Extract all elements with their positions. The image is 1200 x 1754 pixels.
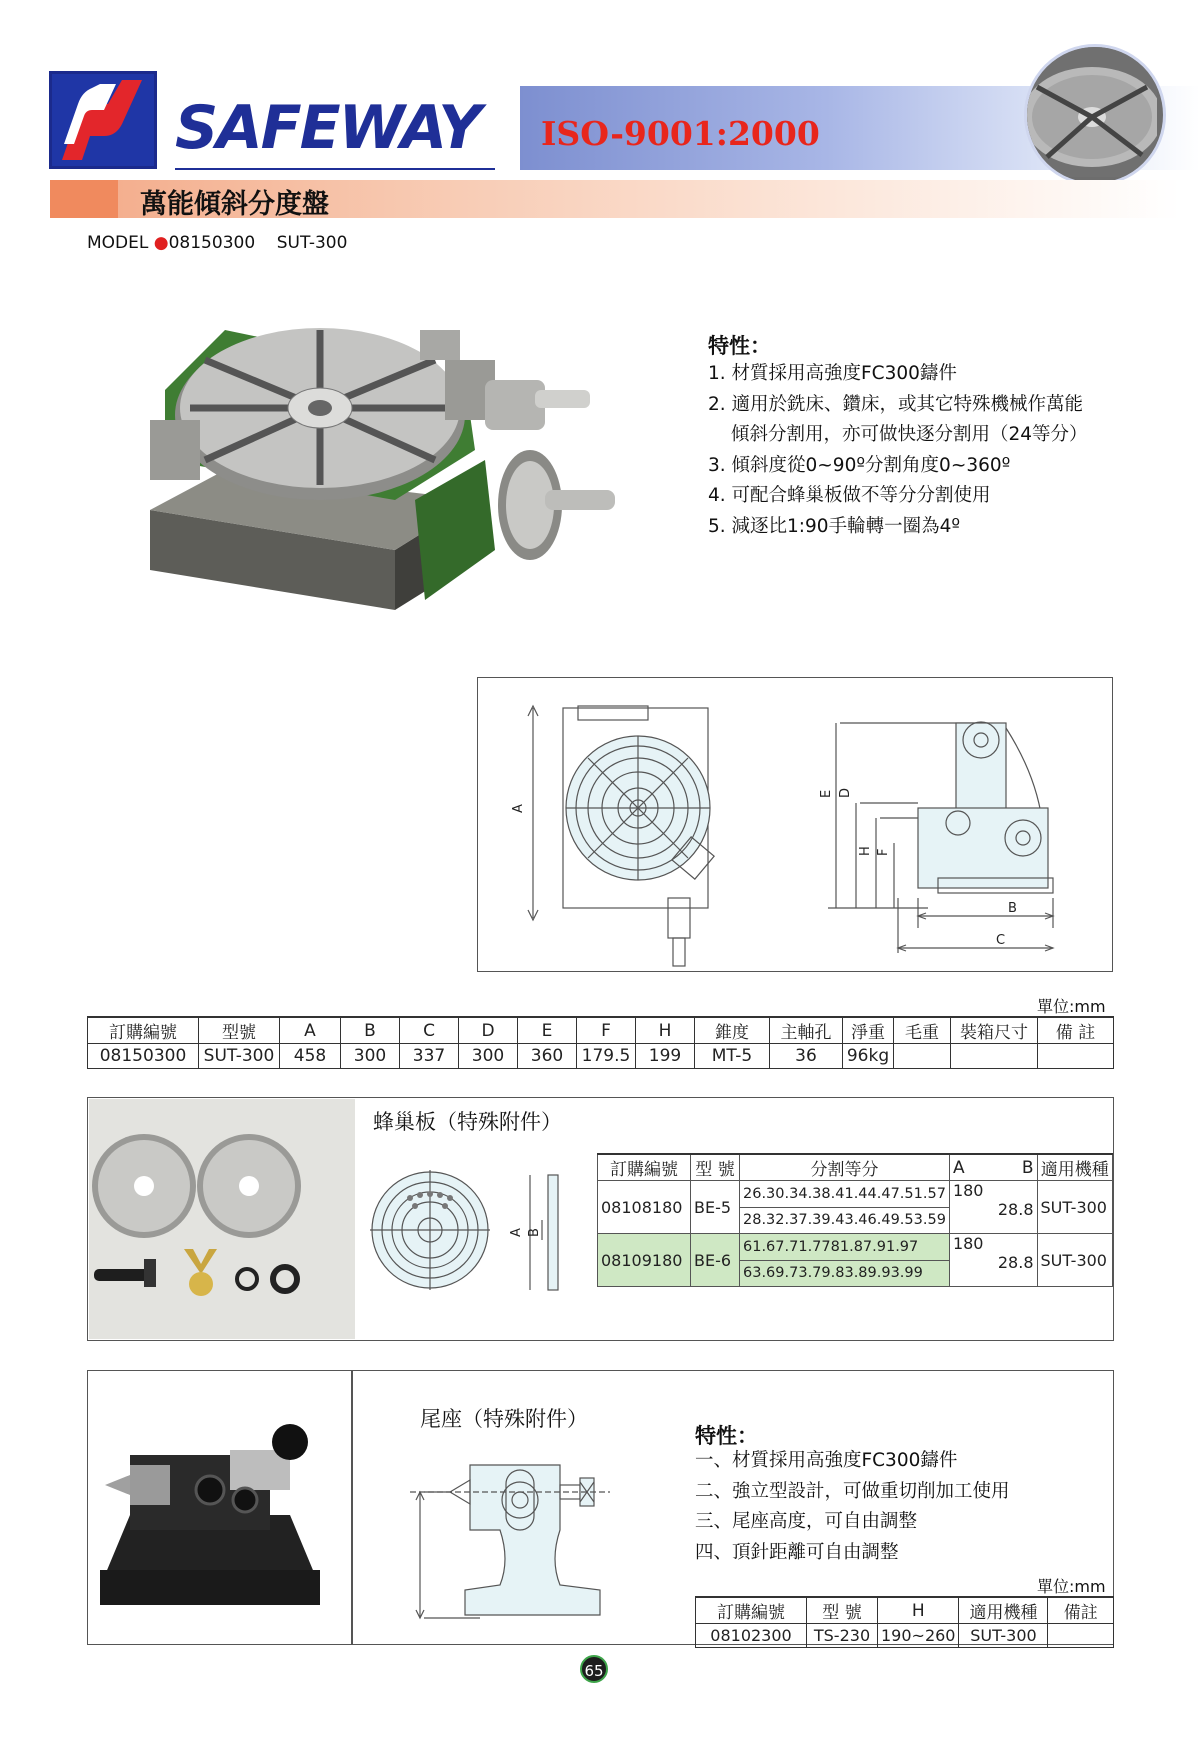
technical-drawing [477,677,1113,972]
spec-cell: 300 [341,1044,400,1069]
spec-col-header: E [518,1017,577,1044]
model-line [87,233,347,253]
technical-drawing-svg [478,678,1111,970]
be-cell: 28.8 [997,1200,1034,1219]
be-cell: 180 [952,1181,984,1200]
model-label: MODEL [87,233,149,253]
model-code: 08150300 [168,233,256,253]
spec-col-header: C [400,1017,459,1044]
be-header-row [598,1154,1113,1181]
tailstock-features-list [695,1446,1010,1568]
spec-col-header: 淨重 [843,1017,894,1044]
tailstock-image [100,1420,330,1610]
tailstock-table [695,1596,1114,1648]
spec-header-row [88,1017,1114,1044]
brand-underline [175,168,495,170]
rotary-table-thumbnail [1024,44,1166,186]
spec-cell: 96kg [843,1044,894,1069]
be-col-header: 分割等分 [740,1154,950,1181]
safeway-logo-mark [52,74,154,166]
spec-cell: 458 [280,1044,341,1069]
spec-cell: 08150300 [88,1044,199,1069]
table-row [88,1044,1114,1069]
ts-cell [1048,1624,1114,1648]
spec-col-header: A [280,1017,341,1044]
feature-item: 傾斜分割用，亦可做快逐分割用（24等分） [731,424,1088,445]
be-cell: 180 [952,1234,984,1253]
ts-cell: SUT-300 [959,1624,1048,1648]
product-title: 萬能傾斜分度盤 [140,189,329,220]
index-plate-table [597,1153,1113,1287]
spec-cell: 300 [459,1044,518,1069]
spec-cell: 199 [636,1044,695,1069]
spec-col-header: F [577,1017,636,1044]
tailstock-feature-item: 二、強立型設計，可做重切削加工使用 [695,1480,1010,1502]
feature-item: 4. 可配合蜂巢板做不等分分割使用 [708,485,991,506]
spec-cell [1038,1044,1114,1069]
dim-label-a: A [511,804,526,813]
safeway-logo [49,71,157,169]
tailstock-divider [351,1371,353,1644]
ts-col-header: 型 號 [807,1597,878,1624]
tailstock-features-title: 特性： [695,1424,758,1448]
spec-cell: 360 [518,1044,577,1069]
spec-col-header: 備 註 [1038,1017,1114,1044]
be-cell: 08108180 [598,1181,691,1234]
model-name: SUT-300 [276,233,348,253]
brand-name: SAFEWAY [175,93,480,163]
spec-col-header: 毛重 [894,1017,951,1044]
product-photo [145,320,665,620]
index-plate-drawing [370,1170,590,1305]
tailstock-drawing-svg [410,1450,625,1630]
be-cell: BE-5 [691,1181,740,1234]
be-col-header: A [952,1157,965,1178]
tailstock-feature-item: 一、材質採用高強度FC300鑄件 [695,1450,958,1471]
table-row [598,1181,1113,1208]
index-plate-drawing-svg [370,1170,590,1305]
features-list [708,359,1088,542]
be-cell: 63.69.73.79.83.89.93.99 [740,1260,950,1287]
accessory-title: 蜂巢板（特殊附件） [373,1110,562,1134]
rotary-table-illustration [145,320,665,620]
tailstock-feature-item: 四、頂針距離可自由調整 [695,1541,899,1563]
be-col-header: 適用機種 [1037,1154,1113,1181]
dim-label-b: B [1008,901,1017,916]
spec-col-header: H [636,1017,695,1044]
spec-col-header: 錐度 [695,1017,770,1044]
model-bullet-icon: ● [153,233,169,253]
plate-dim-a: A [509,1228,524,1237]
dim-label-h: H [858,846,873,856]
ts-cell: TS-230 [807,1624,878,1648]
spec-cell: 179.5 [577,1044,636,1069]
index-plate-image [89,1099,355,1339]
title-accent [50,180,118,218]
be-cell: 28.32.37.39.43.46.49.53.59 [740,1207,950,1234]
plate-dim-b: B [527,1228,542,1237]
tailstock-unit: 單位:mm [1037,1577,1106,1596]
be-cell-ab [949,1181,1037,1234]
features-title: 特性： [708,334,771,358]
be-cell-ab [949,1234,1037,1287]
iso-certification: ISO-9001:2000 [541,114,820,153]
dim-label-c: C [996,933,1006,948]
spec-col-header: D [459,1017,518,1044]
spec-cell: 36 [770,1044,843,1069]
rotary-table-thumbnail-image [1027,47,1157,177]
be-cell: 61.67.71.7781.87.91.97 [740,1234,950,1261]
ts-cell: 190~260 [878,1624,959,1648]
be-cell: SUT-300 [1037,1181,1113,1234]
spec-cell: SUT-300 [199,1044,280,1069]
index-plate-photo [89,1099,355,1339]
spec-table [87,1016,1114,1069]
be-cell: BE-6 [691,1234,740,1287]
feature-item: 2. 適用於銑床、鑽床，或其它特殊機械作萬能 [708,393,1084,415]
be-cell: 08109180 [598,1234,691,1287]
tailstock-feature-item: 三、尾座高度，可自由調整 [695,1511,918,1532]
dim-label-e: E [819,789,834,798]
tailstock-title: 尾座（特殊附件） [420,1407,588,1431]
feature-item: 1. 材質採用高強度FC300鑄件 [708,363,957,384]
spec-cell [951,1044,1038,1069]
be-cell: 28.8 [997,1253,1034,1272]
spec-col-header: 型號 [199,1017,280,1044]
be-cell: 26.30.34.38.41.44.47.51.57 [740,1181,950,1208]
feature-item: 3. 傾斜度從0~90º分割角度0~360º [708,454,1011,476]
spec-col-header: 裝箱尺寸 [951,1017,1038,1044]
be-col-header: 訂購編號 [598,1154,691,1181]
ts-col-header: 訂購編號 [696,1597,807,1624]
ts-col-header: 備註 [1048,1597,1114,1624]
feature-item: 5. 減逐比1:90手輪轉一圈為4º [708,515,961,537]
ts-header-row [696,1597,1114,1624]
spec-col-header: B [341,1017,400,1044]
dim-label-f: F [876,848,891,856]
ts-col-header: 適用機種 [959,1597,1048,1624]
spec-cell: 337 [400,1044,459,1069]
be-col-header: B [1021,1157,1034,1178]
ts-cell: 08102300 [696,1624,807,1648]
spec-cell [894,1044,951,1069]
tailstock-drawing [410,1450,625,1630]
spec-cell: MT-5 [695,1044,770,1069]
table-row [696,1624,1114,1648]
tailstock-photo [100,1420,330,1610]
ts-col-header: H [878,1597,959,1624]
be-col-header-ab [949,1154,1037,1181]
table-row [598,1234,1113,1261]
spec-unit: 單位:mm [1037,997,1106,1016]
spec-col-header: 主軸孔 [770,1017,843,1044]
dim-label-d: D [838,787,853,798]
spec-col-header: 訂購編號 [88,1017,199,1044]
page-number: 65 [580,1655,608,1683]
be-col-header: 型 號 [691,1154,740,1181]
be-cell: SUT-300 [1037,1234,1113,1287]
